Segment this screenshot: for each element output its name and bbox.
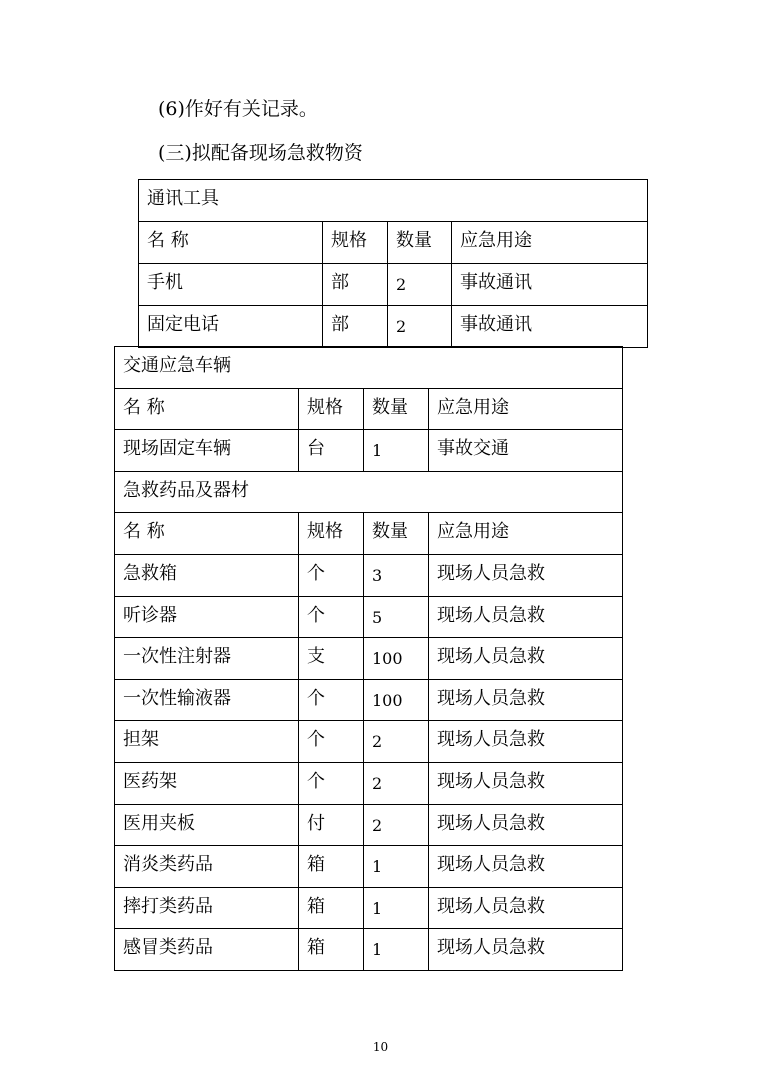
cell-spec: 个 [299, 554, 364, 596]
cell-purpose: 现场人员急救 [429, 887, 623, 929]
header-spec: 规格 [299, 513, 364, 555]
vehicles-title: 交通应急车辆 [115, 347, 623, 389]
header-name: 名 称 [115, 388, 299, 430]
header-quantity: 数量 [364, 513, 429, 555]
vehicles-and-medical-table [114, 346, 623, 971]
table-row [115, 596, 623, 638]
cell-purpose: 现场人员急救 [429, 554, 623, 596]
table-row [115, 430, 623, 472]
cell-purpose: 事故通讯 [452, 264, 648, 306]
cell-spec: 付 [299, 804, 364, 846]
header-spec: 规格 [323, 222, 388, 264]
cell-name: 医用夹板 [115, 804, 299, 846]
cell-quantity: 100 [364, 638, 429, 680]
cell-purpose: 现场人员急救 [429, 846, 623, 888]
cell-spec: 箱 [299, 846, 364, 888]
table-row [115, 929, 623, 971]
cell-spec: 部 [323, 306, 388, 348]
cell-name: 摔打类药品 [115, 887, 299, 929]
cell-quantity: 1 [364, 430, 429, 472]
table-header-row [139, 222, 648, 264]
cell-name: 感冒类药品 [115, 929, 299, 971]
cell-quantity: 1 [364, 929, 429, 971]
header-name: 名 称 [115, 513, 299, 555]
table-row [115, 721, 623, 763]
table-title-row [115, 347, 623, 389]
cell-spec: 个 [299, 596, 364, 638]
cell-name: 听诊器 [115, 596, 299, 638]
cell-purpose: 现场人员急救 [429, 804, 623, 846]
table-row [115, 846, 623, 888]
header-spec: 规格 [299, 388, 364, 430]
cell-name: 医药架 [115, 762, 299, 804]
cell-spec: 箱 [299, 887, 364, 929]
cell-spec: 个 [299, 679, 364, 721]
cell-purpose: 现场人员急救 [429, 721, 623, 763]
cell-quantity: 2 [364, 762, 429, 804]
cell-quantity: 3 [364, 554, 429, 596]
table-row [115, 554, 623, 596]
cell-purpose: 事故通讯 [452, 306, 648, 348]
communication-tools-table [138, 179, 648, 348]
cell-spec: 个 [299, 721, 364, 763]
header-name: 名 称 [139, 222, 323, 264]
cell-quantity: 1 [364, 887, 429, 929]
table-row [115, 638, 623, 680]
table-header-row [115, 388, 623, 430]
cell-quantity: 100 [364, 679, 429, 721]
cell-purpose: 现场人员急救 [429, 929, 623, 971]
cell-spec: 部 [323, 264, 388, 306]
medical-title: 急救药品及器材 [115, 471, 623, 513]
cell-quantity: 1 [364, 846, 429, 888]
cell-name: 一次性注射器 [115, 638, 299, 680]
cell-quantity: 2 [388, 264, 452, 306]
table-header-row [115, 513, 623, 555]
cell-name: 固定电话 [139, 306, 323, 348]
cell-purpose: 现场人员急救 [429, 762, 623, 804]
cell-purpose: 事故交通 [429, 430, 623, 472]
cell-purpose: 现场人员急救 [429, 638, 623, 680]
cell-spec: 支 [299, 638, 364, 680]
cell-spec: 台 [299, 430, 364, 472]
header-purpose: 应急用途 [429, 388, 623, 430]
cell-quantity: 5 [364, 596, 429, 638]
table-title-row [115, 471, 623, 513]
table-row [115, 762, 623, 804]
cell-quantity: 2 [364, 721, 429, 763]
cell-name: 消炎类药品 [115, 846, 299, 888]
cell-name: 担架 [115, 721, 299, 763]
table-row [139, 306, 648, 348]
cell-spec: 箱 [299, 929, 364, 971]
header-quantity: 数量 [364, 388, 429, 430]
cell-quantity: 2 [388, 306, 452, 348]
table-row [139, 264, 648, 306]
table-row [115, 887, 623, 929]
paragraph-item-6: (6)作好有关记录。 [158, 98, 318, 120]
cell-quantity: 2 [364, 804, 429, 846]
cell-spec: 个 [299, 762, 364, 804]
communication-title: 通讯工具 [139, 180, 648, 222]
section-heading-emergency-supplies: (三)拟配备现场急救物资 [158, 142, 363, 164]
cell-name: 现场固定车辆 [115, 430, 299, 472]
cell-name: 急救箱 [115, 554, 299, 596]
page-number: 10 [372, 1040, 389, 1054]
cell-name: 手机 [139, 264, 323, 306]
header-purpose: 应急用途 [452, 222, 648, 264]
table-row [115, 804, 623, 846]
cell-name: 一次性输液器 [115, 679, 299, 721]
cell-purpose: 现场人员急救 [429, 596, 623, 638]
table-title-row [139, 180, 648, 222]
cell-purpose: 现场人员急救 [429, 679, 623, 721]
table-row [115, 679, 623, 721]
header-purpose: 应急用途 [429, 513, 623, 555]
header-quantity: 数量 [388, 222, 452, 264]
